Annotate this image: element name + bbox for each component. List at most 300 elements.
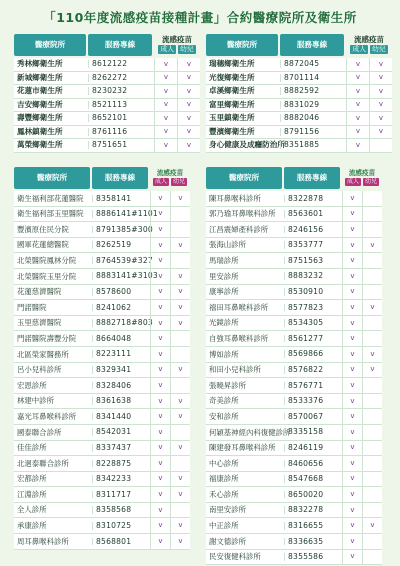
clinic-name: 門諾醫院 <box>17 302 47 312</box>
child-check <box>362 456 382 471</box>
header-vaccine <box>154 34 200 56</box>
adult-check: v <box>346 139 369 152</box>
adult-check: v <box>342 253 362 268</box>
table-row <box>14 207 190 223</box>
table-row <box>14 238 190 254</box>
table-row <box>14 300 190 316</box>
clinic-name: 張海山診所 <box>209 240 246 250</box>
clinic-name: 承康診所 <box>17 521 47 531</box>
child-check: v <box>177 139 200 152</box>
header-child: 幼兒 <box>180 44 194 53</box>
clinic-name: 北榮醫院鳳林分院 <box>17 255 77 265</box>
clinic-name: 光復鄉衛生所 <box>209 72 255 82</box>
adult-check: v <box>342 472 362 487</box>
child-check <box>362 191 382 206</box>
clinic-phone: 8228875 <box>92 460 150 468</box>
adult-check: v <box>342 238 362 253</box>
child-check: v <box>170 300 190 315</box>
adult-check: v <box>150 285 170 300</box>
adult-check: v <box>154 99 177 112</box>
child-check: v <box>369 112 392 125</box>
clinic-name: 里安診所 <box>209 271 239 281</box>
child-check <box>362 472 382 487</box>
adult-check: v <box>150 518 170 533</box>
header-adult: 成人 <box>154 177 167 185</box>
clinic-name: 周耳鼻喉科診所 <box>17 536 69 546</box>
child-check: v <box>369 72 392 85</box>
clinic-name: 和田小兒科診所 <box>209 365 261 375</box>
table-row <box>14 72 200 86</box>
table-row <box>206 456 382 472</box>
clinic-phone: 8262272 <box>88 74 154 82</box>
top-right-panel <box>206 34 392 153</box>
clinic-phone: 8882592 <box>280 87 346 95</box>
table-header <box>206 34 392 56</box>
table-row <box>14 331 190 347</box>
clinic-name: 馬瑞診所 <box>209 255 239 265</box>
clinic-phone: 8230232 <box>88 87 154 95</box>
table-row <box>14 191 190 207</box>
table-row <box>14 285 190 301</box>
table-row <box>206 191 382 207</box>
header-vaccine-sub <box>158 45 195 54</box>
clinic-name: 北區榮家醫務所 <box>17 349 69 359</box>
child-check <box>362 503 382 518</box>
adult-check: v <box>342 518 362 533</box>
clinic-phone: 8832278 <box>284 506 342 514</box>
clinic-name: 禧田耳鼻喉科診所 <box>209 302 269 312</box>
child-check <box>362 409 382 424</box>
table-row <box>14 347 190 363</box>
adult-check: v <box>150 503 170 518</box>
clinic-phone: 8337437 <box>92 444 150 452</box>
clinic-name: 北迴泰聯合診所 <box>17 458 69 468</box>
table-row <box>206 58 392 72</box>
adult-check: v <box>342 191 362 206</box>
child-check: v <box>369 85 392 98</box>
adult-check: v <box>150 534 170 549</box>
child-check: v <box>170 285 190 300</box>
page-title: 「110年度流感疫苗接種計畫」合約醫療院所及衛生所 <box>43 10 357 25</box>
table-row <box>206 472 382 488</box>
adult-check: v <box>150 207 170 222</box>
clinic-phone: 8353777 <box>284 241 342 249</box>
table-row <box>206 363 382 379</box>
clinic-name: 江淵診所 <box>17 489 47 499</box>
header-child: 幼兒 <box>365 177 378 185</box>
clinic-phone: 8791156 <box>280 128 346 136</box>
table-row <box>14 253 190 269</box>
top-left-panel <box>14 34 200 153</box>
adult-check: v <box>150 347 170 362</box>
adult-check: v <box>346 112 369 125</box>
clinic-phone: 8335158 <box>284 428 342 436</box>
table-header <box>14 34 200 56</box>
child-check <box>362 253 382 268</box>
clinic-name: 萬榮鄉衛生所 <box>17 140 63 150</box>
table-row <box>14 518 190 534</box>
clinic-name: 新城鄉衛生所 <box>17 72 63 82</box>
clinic-name: 佳佳診所 <box>17 443 47 453</box>
child-check: v <box>170 316 190 331</box>
adult-check: v <box>150 487 170 502</box>
table-row <box>206 238 382 254</box>
adult-check: v <box>342 207 362 222</box>
child-check <box>170 222 190 237</box>
header-vaccine <box>342 167 382 189</box>
child-check <box>362 441 382 456</box>
table-row <box>14 441 190 457</box>
header-child: 幼兒 <box>173 177 186 185</box>
child-check: v <box>170 487 190 502</box>
adult-check: v <box>342 441 362 456</box>
adult-check: v <box>342 503 362 518</box>
clinic-name: 南里安診所 <box>209 505 246 515</box>
adult-check: v <box>342 363 362 378</box>
table-row <box>14 487 190 503</box>
clinic-name: 呂小兒科診所 <box>17 365 62 375</box>
child-check <box>362 534 382 549</box>
clinic-name: 禾心診所 <box>209 489 239 499</box>
child-check <box>362 550 382 565</box>
child-check: v <box>170 409 190 424</box>
child-check <box>362 316 382 331</box>
table-row <box>206 316 382 332</box>
table-row <box>14 85 200 99</box>
clinic-phone: 8530910 <box>284 288 342 296</box>
header-tel: 服務專線 <box>284 167 340 189</box>
clinic-name: 中正診所 <box>209 521 239 531</box>
clinic-name: 吉安鄉衛生所 <box>17 99 63 109</box>
child-check <box>170 253 190 268</box>
header-adult: 成人 <box>346 177 359 185</box>
header-name: 醫療院所 <box>206 167 282 189</box>
child-check: v <box>170 191 190 206</box>
clinic-phone: 8341440 <box>92 413 150 421</box>
table-row <box>206 139 392 153</box>
clinic-phone: 8351885 <box>280 141 346 149</box>
clinic-name: 張曉昇診所 <box>209 380 246 390</box>
adult-check: v <box>346 85 369 98</box>
clinic-phone: 8534305 <box>284 319 342 327</box>
clinic-phone: 8336635 <box>284 538 342 546</box>
table-row <box>14 269 190 285</box>
child-check: v <box>170 363 190 378</box>
clinic-phone: 8569866 <box>284 350 342 358</box>
table-header <box>206 167 382 189</box>
header-name: 醫療院所 <box>206 34 278 56</box>
table-row <box>14 425 190 441</box>
table-row <box>206 285 382 301</box>
child-check <box>170 207 190 222</box>
clinic-phone: 8358141 <box>92 195 150 203</box>
child-check <box>170 456 190 471</box>
adult-check: v <box>342 316 362 331</box>
adult-check: v <box>342 425 362 440</box>
header-vaccine-label: 流感疫苗 <box>348 169 376 178</box>
header-name: 醫療院所 <box>14 167 90 189</box>
adult-check: v <box>342 222 362 237</box>
clinic-name: 豐濱鄉衛生所 <box>209 126 255 136</box>
child-check <box>362 487 382 502</box>
table-row <box>206 253 382 269</box>
table-row <box>206 72 392 86</box>
adult-check: v <box>154 58 177 71</box>
header-adult: 成人 <box>160 44 174 53</box>
child-check: v <box>170 269 190 284</box>
child-check: v <box>369 99 392 112</box>
table-rows <box>14 191 190 550</box>
clinic-phone: 8576771 <box>284 382 342 390</box>
clinic-phone: 8246119 <box>284 444 342 452</box>
adult-check: v <box>342 534 362 549</box>
adult-check: v <box>150 253 170 268</box>
child-check <box>362 269 382 284</box>
adult-check: v <box>150 394 170 409</box>
clinic-name: 奇美診所 <box>209 396 239 406</box>
adult-check: v <box>342 347 362 362</box>
clinic-name: 福康診所 <box>209 474 239 484</box>
table-row <box>206 378 382 394</box>
table-row <box>14 58 200 72</box>
clinic-name: 宏恩診所 <box>17 380 47 390</box>
child-check <box>362 394 382 409</box>
adult-check: v <box>150 472 170 487</box>
clinic-phone: 8882718#803 <box>92 319 150 327</box>
adult-check: v <box>342 378 362 393</box>
clinic-name: 門諾醫院壽豐分院 <box>17 333 77 343</box>
child-check: v <box>177 99 200 112</box>
child-check <box>362 285 382 300</box>
adult-check: v <box>150 441 170 456</box>
clinic-name: 秀林鄉衛生所 <box>17 59 63 69</box>
table-row <box>206 534 382 550</box>
adult-check: v <box>342 487 362 502</box>
child-check <box>362 331 382 346</box>
adult-check: v <box>346 72 369 85</box>
clinic-phone: 8246156 <box>284 226 342 234</box>
child-check <box>362 425 382 440</box>
clinic-phone: 8664048 <box>92 335 150 343</box>
clinic-name: 玉里鎮衛生所 <box>209 113 255 123</box>
child-check: v <box>170 238 190 253</box>
adult-check: v <box>150 409 170 424</box>
clinic-phone: 8358568 <box>92 506 150 514</box>
table-row <box>206 409 382 425</box>
table-row <box>14 472 190 488</box>
clinic-phone: 8342233 <box>92 475 150 483</box>
table-row <box>206 222 382 238</box>
clinic-name: 何穎基神經內科復健診所 <box>209 427 291 437</box>
header-vaccine-sub <box>153 178 187 186</box>
table-row <box>206 126 392 140</box>
clinic-name: 卓溪鄉衛生所 <box>209 86 255 96</box>
adult-check: v <box>154 126 177 139</box>
header-vaccine-sub <box>345 178 379 186</box>
clinic-phone: 8311717 <box>92 491 150 499</box>
table-row <box>206 425 382 441</box>
adult-check: v <box>342 456 362 471</box>
clinic-name: 博如診所 <box>209 349 239 359</box>
adult-check: v <box>342 394 362 409</box>
child-check <box>369 139 392 152</box>
header-vaccine-label: 流感疫苗 <box>162 35 192 45</box>
clinic-phone: 8761116 <box>88 128 154 136</box>
table-row <box>14 363 190 379</box>
table-row <box>206 503 382 519</box>
clinic-name: 豐濱原住民分院 <box>17 224 69 234</box>
clinic-name: 身心健康及成癮防治所 <box>209 140 285 150</box>
clinic-phone: 8329341 <box>92 366 150 374</box>
adult-check: v <box>150 378 170 393</box>
adult-check: v <box>150 363 170 378</box>
clinic-phone: 8460656 <box>284 460 342 468</box>
adult-check: v <box>346 126 369 139</box>
child-check: v <box>369 58 392 71</box>
adult-check: v <box>150 456 170 471</box>
clinic-name: 花蓮市衛生所 <box>17 86 63 96</box>
clinic-name: 陳耳鼻喉科診所 <box>209 193 261 203</box>
clinic-phone: 8751651 <box>88 141 154 149</box>
child-check <box>170 503 190 518</box>
clinic-name: 花蓮慈濟醫院 <box>17 287 62 297</box>
header-vaccine-label: 流感疫苗 <box>354 35 384 45</box>
adult-check: v <box>150 331 170 346</box>
clinic-name: 民安復健科診所 <box>209 552 261 562</box>
clinic-phone: 8262519 <box>92 241 150 249</box>
clinic-name: 衛生福利部玉里醫院 <box>17 209 84 219</box>
child-check: v <box>177 58 200 71</box>
clinic-phone: 8521113 <box>88 101 154 109</box>
adult-check: v <box>150 425 170 440</box>
clinic-phone: 8576822 <box>284 366 342 374</box>
adult-check: v <box>150 269 170 284</box>
clinic-phone: 8328406 <box>92 382 150 390</box>
table-row <box>206 85 392 99</box>
clinic-name: 光鏡診所 <box>209 318 239 328</box>
adult-check: v <box>154 85 177 98</box>
clinic-phone: 8568801 <box>92 538 150 546</box>
table-row <box>14 378 190 394</box>
clinic-name: 玉里慈濟醫院 <box>17 318 62 328</box>
clinic-name: 壽豐鄉衛生所 <box>17 113 63 123</box>
child-check <box>170 331 190 346</box>
header-vaccine-sub <box>350 45 387 54</box>
table-header <box>14 167 190 189</box>
header-adult: 成人 <box>352 44 366 53</box>
clinic-name: 郭乃瑜耳鼻喉科診所 <box>209 209 276 219</box>
clinic-phone: 8533376 <box>284 397 342 405</box>
clinic-phone: 8561277 <box>284 335 342 343</box>
table-row <box>14 112 200 126</box>
bottom-left-panel <box>14 167 190 550</box>
child-check: v <box>170 534 190 549</box>
header-vaccine <box>346 34 392 56</box>
table-row <box>206 441 382 457</box>
table-row <box>14 394 190 410</box>
adult-check: v <box>150 316 170 331</box>
clinic-name: 全人診所 <box>17 505 47 515</box>
clinic-name: 國泰聯合診所 <box>17 427 62 437</box>
clinic-name: 瑞穗鄉衛生所 <box>209 59 255 69</box>
clinic-name: 林建中診所 <box>17 396 54 406</box>
child-check <box>362 222 382 237</box>
clinic-phone: 8751563 <box>284 257 342 265</box>
header-child: 幼兒 <box>372 44 386 53</box>
table-row <box>206 518 382 534</box>
table-row <box>14 456 190 472</box>
clinic-phone: 8577823 <box>284 304 342 312</box>
adult-check: v <box>150 222 170 237</box>
adult-check: v <box>342 331 362 346</box>
adult-check: v <box>342 300 362 315</box>
clinic-phone: 8322878 <box>284 195 342 203</box>
table-row <box>206 269 382 285</box>
child-check: v <box>362 363 382 378</box>
adult-check: v <box>150 300 170 315</box>
table-row <box>206 112 392 126</box>
clinic-phone: 8223111 <box>92 350 150 358</box>
table-row <box>14 126 200 140</box>
child-check: v <box>362 518 382 533</box>
bottom-right-panel <box>206 167 382 565</box>
table-row <box>14 409 190 425</box>
clinic-phone: 8883232 <box>284 272 342 280</box>
clinic-name: 康寧診所 <box>209 287 239 297</box>
clinic-phone: 8764539#327 <box>92 257 150 265</box>
clinic-name: 國軍花蓮總醫院 <box>17 240 69 250</box>
table-row <box>206 99 392 113</box>
child-check: v <box>362 238 382 253</box>
clinic-phone: 8650020 <box>284 491 342 499</box>
child-check: v <box>170 472 190 487</box>
child-check <box>170 378 190 393</box>
clinic-phone: 8355586 <box>284 553 342 561</box>
clinic-phone: 8872045 <box>280 60 346 68</box>
header-tel: 服務專線 <box>280 34 344 56</box>
child-check: v <box>170 394 190 409</box>
table-rows <box>206 58 392 153</box>
table-row <box>206 347 382 363</box>
clinic-phone: 8701114 <box>280 74 346 82</box>
clinic-phone: 8791385#300 <box>92 226 150 234</box>
header-vaccine <box>150 167 190 189</box>
table-rows <box>206 191 382 565</box>
clinic-phone: 8612122 <box>88 60 154 68</box>
clinic-phone: 8547668 <box>284 475 342 483</box>
clinic-name: 陳建發耳鼻喉科診所 <box>209 443 276 453</box>
clinic-name: 嘉光耳鼻喉科診所 <box>17 411 77 421</box>
adult-check: v <box>150 191 170 206</box>
clinic-phone: 8241062 <box>92 304 150 312</box>
clinic-phone: 8883141#3103 <box>92 272 150 280</box>
adult-check: v <box>154 139 177 152</box>
child-check: v <box>177 112 200 125</box>
child-check: v <box>362 347 382 362</box>
header-tel: 服務專線 <box>92 167 148 189</box>
clinic-name: 富里鄉衛生所 <box>209 99 255 109</box>
child-check <box>170 425 190 440</box>
clinic-name: 衛生福利部花蓮醫院 <box>17 193 84 203</box>
adult-check: v <box>346 99 369 112</box>
clinic-name: 謝文德診所 <box>209 536 246 546</box>
clinic-name: 江昌震婦產科診所 <box>209 224 269 234</box>
clinic-name: 中心診所 <box>209 458 239 468</box>
child-check: v <box>177 126 200 139</box>
child-check: v <box>177 72 200 85</box>
table-row <box>14 139 200 153</box>
table-row <box>206 550 382 566</box>
